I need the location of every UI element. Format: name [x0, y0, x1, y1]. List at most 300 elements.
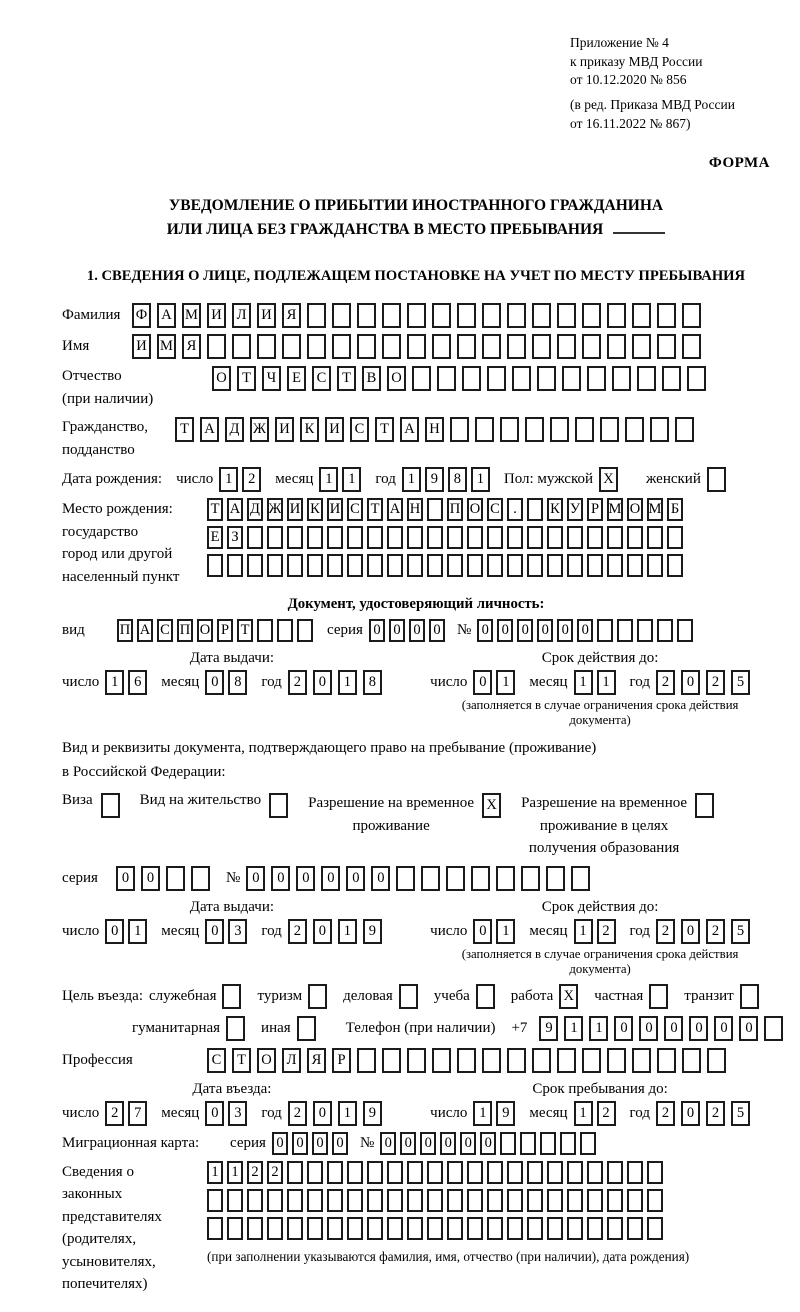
doc-number-box[interactable]: 0	[537, 619, 553, 642]
citizenship-char-box[interactable]: С	[350, 417, 369, 442]
representative-char-box[interactable]	[507, 1189, 523, 1212]
representative-char-box[interactable]	[647, 1189, 663, 1212]
representative-char-box[interactable]	[647, 1161, 663, 1184]
representative-char-box[interactable]	[327, 1161, 343, 1184]
representative-char-box[interactable]	[387, 1217, 403, 1240]
citizenship-char-box[interactable]: А	[400, 417, 419, 442]
issue-year-box[interactable]: 2	[288, 670, 307, 695]
birth-place-char-box[interactable]: Т	[367, 498, 383, 521]
entry-day-box[interactable]: 7	[128, 1101, 147, 1126]
representative-char-box[interactable]	[507, 1217, 523, 1240]
representative-char-box[interactable]	[487, 1189, 503, 1212]
entry-month-box[interactable]: 3	[228, 1101, 247, 1126]
issue-year-box[interactable]: 0	[313, 670, 332, 695]
representative-char-box[interactable]	[287, 1217, 303, 1240]
purpose-transit-checkbox[interactable]	[740, 984, 759, 1009]
migration-number-box[interactable]	[540, 1132, 556, 1155]
valid-year-box[interactable]: 5	[731, 670, 750, 695]
profession-char-box[interactable]: С	[207, 1048, 226, 1073]
given-name-char-box[interactable]	[407, 334, 426, 359]
birth-place-char-box[interactable]	[207, 554, 223, 577]
patronymic-char-box[interactable]	[412, 366, 431, 391]
representative-char-box[interactable]	[487, 1217, 503, 1240]
birth-place-char-box[interactable]	[267, 554, 283, 577]
representative-char-box[interactable]	[547, 1189, 563, 1212]
birth-place-char-box[interactable]	[387, 526, 403, 549]
birth-place-char-box[interactable]	[287, 526, 303, 549]
birth-place-char-box[interactable]: М	[607, 498, 623, 521]
entry-year-box[interactable]: 0	[313, 1101, 332, 1126]
profession-char-box[interactable]: Р	[332, 1048, 351, 1073]
representative-char-box[interactable]	[547, 1217, 563, 1240]
profession-char-box[interactable]	[657, 1048, 676, 1073]
given-name-char-box[interactable]	[607, 334, 626, 359]
patronymic-char-box[interactable]	[587, 366, 606, 391]
profession-char-box[interactable]	[457, 1048, 476, 1073]
representative-char-box[interactable]	[627, 1189, 643, 1212]
issue-year-box[interactable]: 9	[363, 919, 382, 944]
residence-number-box[interactable]: 0	[321, 866, 340, 891]
birth-place-char-box[interactable]	[487, 526, 503, 549]
purpose-study-checkbox[interactable]	[476, 984, 495, 1009]
citizenship-char-box[interactable]: Н	[425, 417, 444, 442]
birth-month-box[interactable]: 1	[342, 467, 361, 492]
representative-char-box[interactable]	[367, 1189, 383, 1212]
birth-place-char-box[interactable]: А	[387, 498, 403, 521]
birth-place-char-box[interactable]	[427, 498, 443, 521]
stay-day-box[interactable]: 1	[473, 1101, 492, 1126]
residence-permit-checkbox[interactable]	[269, 793, 288, 818]
patronymic-char-box[interactable]	[437, 366, 456, 391]
birth-place-char-box[interactable]	[447, 526, 463, 549]
residence-number-box[interactable]	[446, 866, 465, 891]
surname-char-box[interactable]: Я	[282, 303, 301, 328]
migration-number-box[interactable]	[500, 1132, 516, 1155]
valid-year-box[interactable]: 2	[706, 919, 725, 944]
profession-char-box[interactable]	[382, 1048, 401, 1073]
residence-number-box[interactable]	[546, 866, 565, 891]
migration-number-box[interactable]: 0	[400, 1132, 416, 1155]
birth-place-char-box[interactable]	[667, 554, 683, 577]
birth-year-box[interactable]: 1	[471, 467, 490, 492]
birth-year-box[interactable]: 1	[402, 467, 421, 492]
profession-char-box[interactable]	[557, 1048, 576, 1073]
profession-char-box[interactable]	[607, 1048, 626, 1073]
valid-month-box[interactable]: 1	[574, 670, 593, 695]
issue-month-box[interactable]: 0	[205, 919, 224, 944]
given-name-char-box[interactable]	[532, 334, 551, 359]
entry-day-box[interactable]: 2	[105, 1101, 124, 1126]
birth-place-char-box[interactable]: С	[487, 498, 503, 521]
patronymic-char-box[interactable]: Е	[287, 366, 306, 391]
surname-char-box[interactable]	[432, 303, 451, 328]
birth-place-char-box[interactable]	[607, 526, 623, 549]
phone-digit-box[interactable]: 0	[714, 1016, 733, 1041]
given-name-char-box[interactable]	[507, 334, 526, 359]
birth-place-char-box[interactable]	[327, 554, 343, 577]
birth-place-char-box[interactable]	[407, 526, 423, 549]
representative-char-box[interactable]	[607, 1161, 623, 1184]
birth-place-char-box[interactable]	[647, 554, 663, 577]
surname-char-box[interactable]	[557, 303, 576, 328]
residence-number-box[interactable]: 0	[246, 866, 265, 891]
doc-number-box[interactable]	[597, 619, 613, 642]
birth-place-char-box[interactable]: П	[447, 498, 463, 521]
patronymic-char-box[interactable]	[512, 366, 531, 391]
valid-day-box[interactable]: 1	[496, 670, 515, 695]
purpose-tourism-checkbox[interactable]	[308, 984, 327, 1009]
representative-char-box[interactable]	[207, 1189, 223, 1212]
birth-place-char-box[interactable]: К	[547, 498, 563, 521]
birth-place-char-box[interactable]	[227, 554, 243, 577]
birth-place-char-box[interactable]: А	[227, 498, 243, 521]
citizenship-char-box[interactable]: Т	[175, 417, 194, 442]
migration-number-box[interactable]: 0	[480, 1132, 496, 1155]
surname-char-box[interactable]	[682, 303, 701, 328]
representative-char-box[interactable]	[327, 1189, 343, 1212]
doc-seriya-box[interactable]: 0	[429, 619, 445, 642]
representative-char-box[interactable]: 1	[227, 1161, 243, 1184]
residence-number-box[interactable]: 0	[296, 866, 315, 891]
phone-digit-box[interactable]: 9	[539, 1016, 558, 1041]
birth-place-char-box[interactable]: О	[627, 498, 643, 521]
given-name-char-box[interactable]	[582, 334, 601, 359]
birth-place-char-box[interactable]: И	[287, 498, 303, 521]
given-name-char-box[interactable]	[682, 334, 701, 359]
stay-year-box[interactable]: 5	[731, 1101, 750, 1126]
surname-char-box[interactable]	[382, 303, 401, 328]
stay-month-box[interactable]: 1	[574, 1101, 593, 1126]
representative-char-box[interactable]	[567, 1189, 583, 1212]
profession-char-box[interactable]: О	[257, 1048, 276, 1073]
representative-char-box[interactable]	[607, 1189, 623, 1212]
doc-seriya-box[interactable]: 0	[409, 619, 425, 642]
representative-char-box[interactable]	[607, 1217, 623, 1240]
representative-char-box[interactable]	[307, 1189, 323, 1212]
representative-char-box[interactable]	[207, 1217, 223, 1240]
surname-char-box[interactable]	[632, 303, 651, 328]
representative-char-box[interactable]	[227, 1189, 243, 1212]
surname-char-box[interactable]	[657, 303, 676, 328]
representative-char-box[interactable]	[307, 1161, 323, 1184]
birth-place-char-box[interactable]	[347, 554, 363, 577]
purpose-private-checkbox[interactable]	[649, 984, 668, 1009]
birth-place-char-box[interactable]	[587, 526, 603, 549]
representative-char-box[interactable]	[467, 1161, 483, 1184]
patronymic-char-box[interactable]: О	[387, 366, 406, 391]
given-name-char-box[interactable]	[657, 334, 676, 359]
birth-place-char-box[interactable]	[587, 554, 603, 577]
doc-type-char-box[interactable]: О	[197, 619, 213, 642]
citizenship-char-box[interactable]	[625, 417, 644, 442]
issue-day-box[interactable]: 1	[105, 670, 124, 695]
representative-char-box[interactable]	[347, 1217, 363, 1240]
birth-place-char-box[interactable]	[307, 554, 323, 577]
birth-place-char-box[interactable]	[347, 526, 363, 549]
stay-year-box[interactable]: 2	[656, 1101, 675, 1126]
representative-char-box[interactable]	[287, 1161, 303, 1184]
representative-char-box[interactable]	[627, 1217, 643, 1240]
residence-seriya-box[interactable]	[191, 866, 210, 891]
valid-year-box[interactable]: 2	[706, 670, 725, 695]
citizenship-char-box[interactable]	[525, 417, 544, 442]
birth-year-box[interactable]: 9	[425, 467, 444, 492]
representative-char-box[interactable]	[447, 1217, 463, 1240]
surname-char-box[interactable]	[332, 303, 351, 328]
surname-char-box[interactable]: И	[207, 303, 226, 328]
patronymic-char-box[interactable]: Т	[337, 366, 356, 391]
birth-place-char-box[interactable]	[287, 554, 303, 577]
birth-place-char-box[interactable]	[407, 554, 423, 577]
profession-char-box[interactable]	[407, 1048, 426, 1073]
migration-number-box[interactable]: 0	[380, 1132, 396, 1155]
birth-place-char-box[interactable]: М	[647, 498, 663, 521]
migration-number-box[interactable]	[580, 1132, 596, 1155]
valid-year-box[interactable]: 5	[731, 919, 750, 944]
purpose-work-checkbox[interactable]: X	[559, 984, 578, 1009]
birth-place-char-box[interactable]: У	[567, 498, 583, 521]
birth-place-char-box[interactable]	[527, 526, 543, 549]
given-name-char-box[interactable]	[257, 334, 276, 359]
representative-char-box[interactable]	[247, 1189, 263, 1212]
representative-char-box[interactable]	[487, 1161, 503, 1184]
surname-char-box[interactable]	[607, 303, 626, 328]
representative-char-box[interactable]	[327, 1217, 343, 1240]
migration-number-box[interactable]	[520, 1132, 536, 1155]
representative-char-box[interactable]	[347, 1189, 363, 1212]
birth-place-char-box[interactable]: Н	[407, 498, 423, 521]
doc-type-char-box[interactable]: Т	[237, 619, 253, 642]
migration-seriya-box[interactable]: 0	[312, 1132, 328, 1155]
surname-char-box[interactable]: Л	[232, 303, 251, 328]
surname-char-box[interactable]	[582, 303, 601, 328]
given-name-char-box[interactable]	[332, 334, 351, 359]
patronymic-char-box[interactable]	[637, 366, 656, 391]
doc-number-box[interactable]: 0	[557, 619, 573, 642]
birth-place-char-box[interactable]	[327, 526, 343, 549]
birth-place-char-box[interactable]	[427, 554, 443, 577]
representative-char-box[interactable]	[347, 1161, 363, 1184]
citizenship-char-box[interactable]: Ж	[250, 417, 269, 442]
representative-char-box[interactable]	[547, 1161, 563, 1184]
valid-year-box[interactable]: 0	[681, 670, 700, 695]
patronymic-char-box[interactable]	[562, 366, 581, 391]
issue-year-box[interactable]: 1	[338, 919, 357, 944]
birth-place-char-box[interactable]: Ж	[267, 498, 283, 521]
residence-seriya-box[interactable]: 0	[141, 866, 160, 891]
representative-char-box[interactable]	[367, 1161, 383, 1184]
citizenship-char-box[interactable]: И	[275, 417, 294, 442]
valid-day-box[interactable]: 1	[496, 919, 515, 944]
birth-day-box[interactable]: 1	[219, 467, 238, 492]
birth-place-char-box[interactable]	[247, 526, 263, 549]
birth-place-char-box[interactable]	[627, 554, 643, 577]
birth-place-char-box[interactable]	[267, 526, 283, 549]
given-name-char-box[interactable]	[457, 334, 476, 359]
entry-year-box[interactable]: 9	[363, 1101, 382, 1126]
profession-char-box[interactable]	[632, 1048, 651, 1073]
surname-char-box[interactable]	[482, 303, 501, 328]
given-name-char-box[interactable]	[632, 334, 651, 359]
citizenship-char-box[interactable]	[650, 417, 669, 442]
citizenship-char-box[interactable]	[600, 417, 619, 442]
profession-char-box[interactable]	[532, 1048, 551, 1073]
patronymic-char-box[interactable]: Ч	[262, 366, 281, 391]
issue-month-box[interactable]: 8	[228, 670, 247, 695]
birth-place-char-box[interactable]	[627, 526, 643, 549]
birth-place-char-box[interactable]	[447, 554, 463, 577]
migration-seriya-box[interactable]: 0	[272, 1132, 288, 1155]
given-name-char-box[interactable]	[482, 334, 501, 359]
citizenship-char-box[interactable]: Т	[375, 417, 394, 442]
given-name-char-box[interactable]: Я	[182, 334, 201, 359]
profession-char-box[interactable]	[357, 1048, 376, 1073]
doc-seriya-box[interactable]: 0	[389, 619, 405, 642]
stay-month-box[interactable]: 2	[597, 1101, 616, 1126]
given-name-char-box[interactable]	[432, 334, 451, 359]
doc-type-char-box[interactable]	[257, 619, 273, 642]
representative-char-box[interactable]	[387, 1161, 403, 1184]
doc-number-box[interactable]	[637, 619, 653, 642]
citizenship-char-box[interactable]	[575, 417, 594, 442]
phone-digit-box[interactable]	[764, 1016, 783, 1041]
birth-place-char-box[interactable]: С	[347, 498, 363, 521]
patronymic-char-box[interactable]: В	[362, 366, 381, 391]
issue-year-box[interactable]: 2	[288, 919, 307, 944]
representative-char-box[interactable]	[627, 1161, 643, 1184]
female-checkbox[interactable]	[707, 467, 726, 492]
representative-char-box[interactable]	[587, 1189, 603, 1212]
valid-year-box[interactable]: 2	[656, 670, 675, 695]
phone-digit-box[interactable]: 0	[639, 1016, 658, 1041]
residence-number-box[interactable]	[496, 866, 515, 891]
valid-year-box[interactable]: 2	[656, 919, 675, 944]
representative-char-box[interactable]	[407, 1161, 423, 1184]
profession-char-box[interactable]	[707, 1048, 726, 1073]
issue-year-box[interactable]: 1	[338, 670, 357, 695]
migration-number-box[interactable]	[560, 1132, 576, 1155]
phone-digit-box[interactable]: 0	[614, 1016, 633, 1041]
birth-place-char-box[interactable]: И	[327, 498, 343, 521]
birth-place-char-box[interactable]	[387, 554, 403, 577]
doc-number-box[interactable]: 0	[477, 619, 493, 642]
issue-day-box[interactable]: 6	[128, 670, 147, 695]
citizenship-char-box[interactable]: А	[200, 417, 219, 442]
representative-char-box[interactable]	[307, 1217, 323, 1240]
representative-char-box[interactable]	[427, 1217, 443, 1240]
patronymic-char-box[interactable]	[462, 366, 481, 391]
birth-year-box[interactable]: 8	[448, 467, 467, 492]
birth-place-char-box[interactable]	[467, 554, 483, 577]
birth-place-char-box[interactable]: Д	[247, 498, 263, 521]
patronymic-char-box[interactable]	[612, 366, 631, 391]
profession-char-box[interactable]	[432, 1048, 451, 1073]
doc-type-char-box[interactable]: А	[137, 619, 153, 642]
given-name-char-box[interactable]	[382, 334, 401, 359]
patronymic-char-box[interactable]	[537, 366, 556, 391]
surname-char-box[interactable]: М	[182, 303, 201, 328]
valid-day-box[interactable]: 0	[473, 670, 492, 695]
doc-type-char-box[interactable]	[277, 619, 293, 642]
birth-place-char-box[interactable]: К	[307, 498, 323, 521]
surname-char-box[interactable]	[532, 303, 551, 328]
representative-char-box[interactable]	[527, 1217, 543, 1240]
surname-char-box[interactable]: А	[157, 303, 176, 328]
citizenship-char-box[interactable]	[450, 417, 469, 442]
birth-place-char-box[interactable]: З	[227, 526, 243, 549]
issue-year-box[interactable]: 0	[313, 919, 332, 944]
purpose-business-checkbox[interactable]	[399, 984, 418, 1009]
doc-type-char-box[interactable]: С	[157, 619, 173, 642]
representative-char-box[interactable]	[447, 1161, 463, 1184]
valid-month-box[interactable]: 1	[597, 670, 616, 695]
issue-month-box[interactable]: 3	[228, 919, 247, 944]
doc-number-box[interactable]	[617, 619, 633, 642]
issue-day-box[interactable]: 1	[128, 919, 147, 944]
given-name-char-box[interactable]	[207, 334, 226, 359]
citizenship-char-box[interactable]	[675, 417, 694, 442]
birth-place-char-box[interactable]	[367, 526, 383, 549]
patronymic-char-box[interactable]: С	[312, 366, 331, 391]
profession-char-box[interactable]: Т	[232, 1048, 251, 1073]
profession-char-box[interactable]	[482, 1048, 501, 1073]
citizenship-char-box[interactable]: И	[325, 417, 344, 442]
doc-type-char-box[interactable]: П	[177, 619, 193, 642]
doc-seriya-box[interactable]: 0	[369, 619, 385, 642]
representative-char-box[interactable]	[247, 1217, 263, 1240]
residence-number-box[interactable]: 0	[271, 866, 290, 891]
patronymic-char-box[interactable]	[487, 366, 506, 391]
representative-char-box[interactable]	[267, 1189, 283, 1212]
representative-char-box[interactable]	[527, 1189, 543, 1212]
valid-day-box[interactable]: 0	[473, 919, 492, 944]
representative-char-box[interactable]	[287, 1189, 303, 1212]
representative-char-box[interactable]	[407, 1217, 423, 1240]
patronymic-char-box[interactable]	[662, 366, 681, 391]
phone-digit-box[interactable]: 1	[564, 1016, 583, 1041]
patronymic-char-box[interactable]	[687, 366, 706, 391]
migration-number-box[interactable]: 0	[460, 1132, 476, 1155]
surname-char-box[interactable]	[407, 303, 426, 328]
birth-place-char-box[interactable]: Е	[207, 526, 223, 549]
surname-char-box[interactable]	[307, 303, 326, 328]
valid-month-box[interactable]: 1	[574, 919, 593, 944]
profession-char-box[interactable]	[582, 1048, 601, 1073]
birth-place-char-box[interactable]: О	[467, 498, 483, 521]
representative-char-box[interactable]	[427, 1161, 443, 1184]
doc-number-box[interactable]	[677, 619, 693, 642]
representative-char-box[interactable]	[567, 1217, 583, 1240]
birth-place-char-box[interactable]	[367, 554, 383, 577]
representative-char-box[interactable]	[407, 1189, 423, 1212]
birth-place-char-box[interactable]	[507, 526, 523, 549]
birth-day-box[interactable]: 2	[242, 467, 261, 492]
birth-place-char-box[interactable]	[527, 554, 543, 577]
migration-number-box[interactable]: 0	[440, 1132, 456, 1155]
representative-char-box[interactable]: 2	[247, 1161, 263, 1184]
citizenship-char-box[interactable]	[550, 417, 569, 442]
birth-place-char-box[interactable]	[567, 526, 583, 549]
given-name-char-box[interactable]: М	[157, 334, 176, 359]
edu-residence-permit-checkbox[interactable]	[695, 793, 714, 818]
birth-place-char-box[interactable]: Т	[207, 498, 223, 521]
migration-seriya-box[interactable]: 0	[292, 1132, 308, 1155]
representative-char-box[interactable]	[647, 1217, 663, 1240]
surname-char-box[interactable]	[507, 303, 526, 328]
entry-year-box[interactable]: 2	[288, 1101, 307, 1126]
surname-char-box[interactable]	[457, 303, 476, 328]
residence-number-box[interactable]	[471, 866, 490, 891]
